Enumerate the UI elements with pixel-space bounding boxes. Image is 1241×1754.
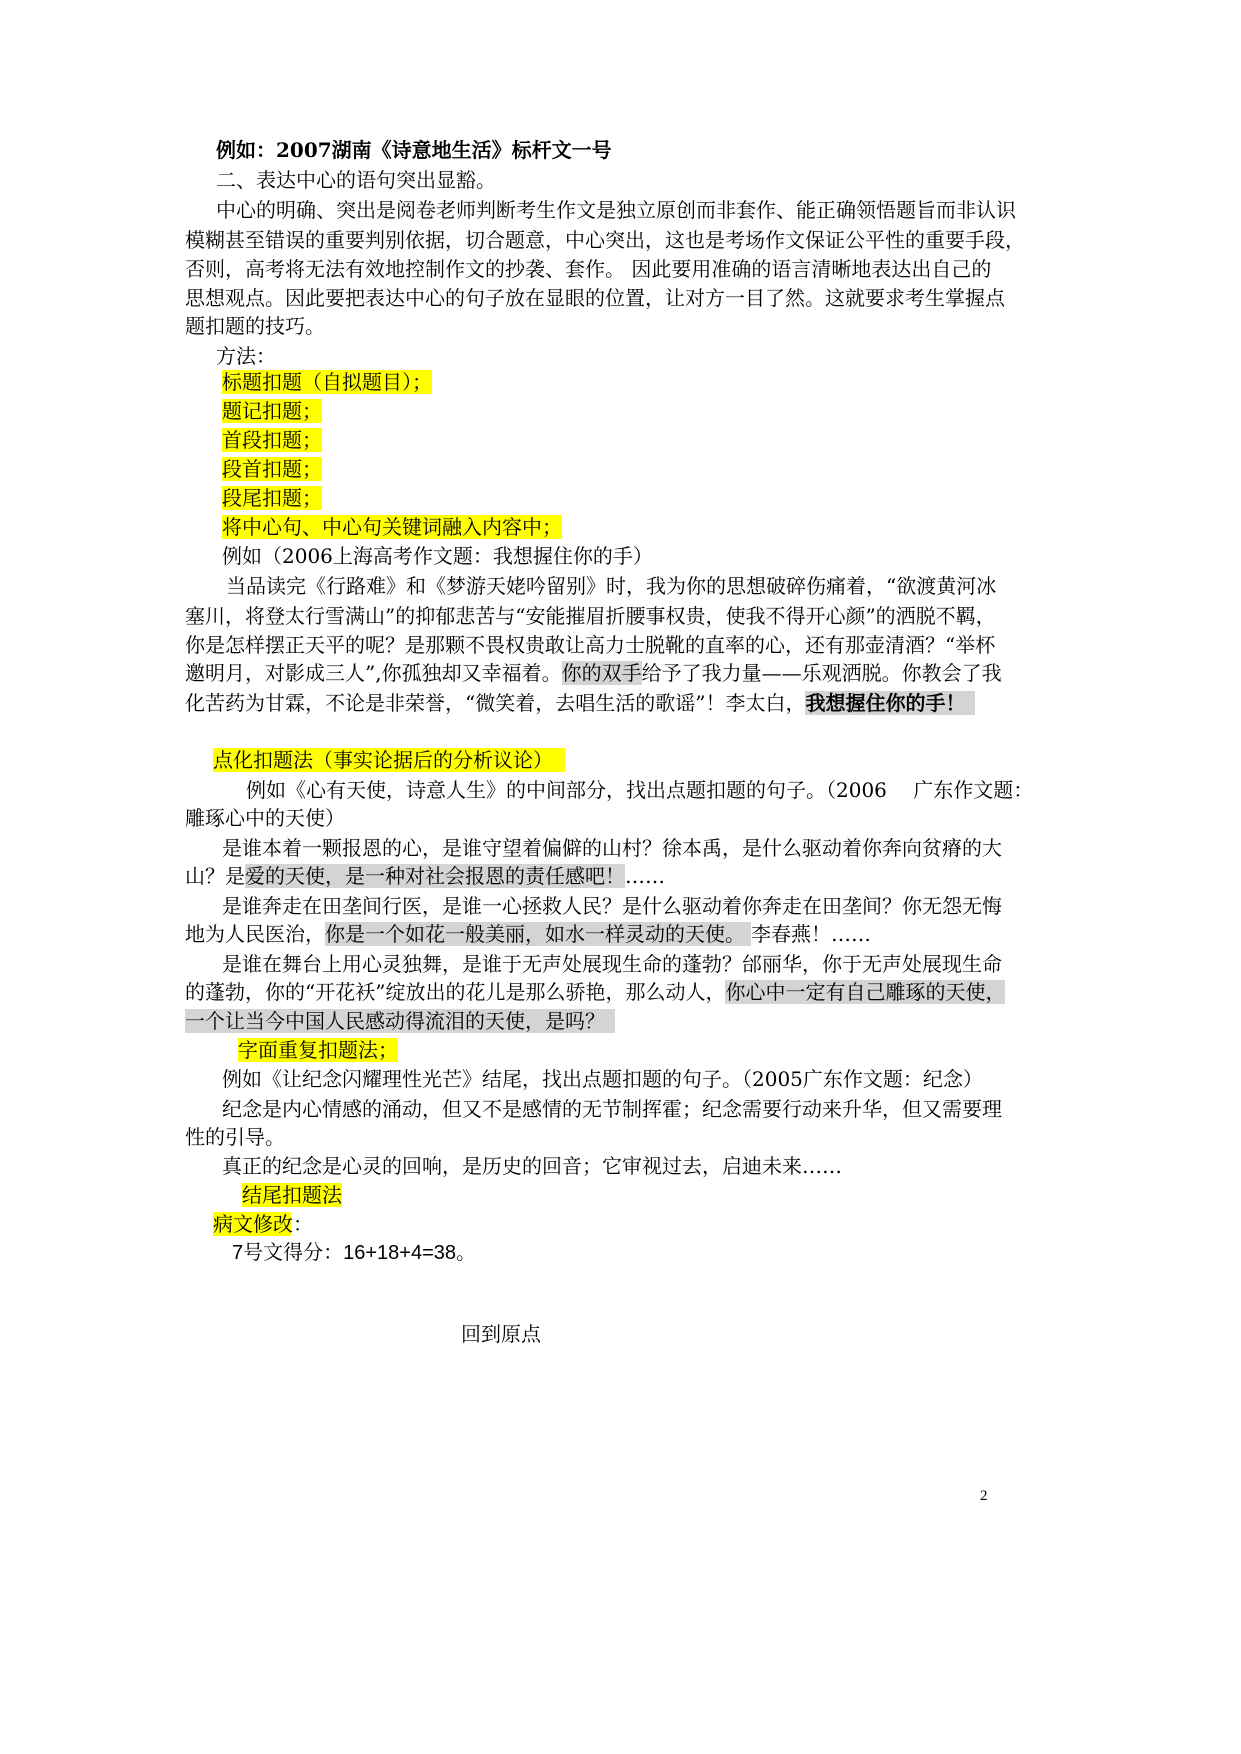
example-2006-guangdong-line-2: 雕琢心中的天使）	[185, 806, 345, 830]
method-title-item: 标题扣题（自拟题目）；	[222, 370, 432, 394]
section-2-title: 二、表达中心的语句突出显豁。	[216, 168, 496, 192]
page-number: 2	[980, 1488, 988, 1504]
method-paragraph-start-item: 段首扣题；	[222, 457, 322, 481]
method-first-paragraph-item: 首段扣题；	[222, 428, 322, 452]
para1-line-3: 否则，高考将无法有效地控制作文的抄袭、套作。 因此要用准确的语言清晰地表达出自己的	[185, 257, 992, 281]
score-line: 7号文得分：16+18+4=38。	[232, 1242, 477, 1264]
example-2006-guangdong-line-1: 例如《心有天使，诗意人生》的中间部分，找出点题扣题的句子。（2006 广东作文题：	[246, 778, 1034, 802]
xu-line-1: 是谁本着一颗报恩的心，是谁守望着偏僻的山村？徐本禹，是什么驱动着你奔向贫瘠的大	[222, 836, 1002, 860]
xu-line-2: 山？是爱的天使，是一种对社会报恩的责任感吧！……	[185, 864, 665, 888]
libai-line-1: 当品读完《行路难》和《梦游天姥吟留别》时，我为你的思想破碎伤痛着，“欲渡黄河冰	[226, 574, 997, 598]
libai-line-5: 化苦药为甘霖，不论是非荣誉，“微笑着，去唱生活的歌谣”！李太白，我想握住你的手！	[185, 688, 975, 718]
para1-line-1: 中心的明确、突出是阅卷老师判断考生作文是独立原创而非套作、能正确领悟题旨而非认识	[216, 198, 1016, 222]
li-line-1: 是谁奔走在田垄间行医，是谁一心拯救人民？是什么驱动着你奔走在田垄间？你无怨无悔	[222, 894, 1002, 918]
method-epigraph-item: 题记扣题；	[222, 399, 322, 423]
example-2005: 例如《让纪念闪耀理性光芒》结尾，找出点题扣题的句子。（2005广东作文题：纪念）	[222, 1067, 983, 1091]
li-line-2: 地为人民医治，你是一个如花一般美丽，如水一样灵动的天使。 李春燕！……	[185, 922, 871, 946]
highlight-moving-angel: 一个让当今中国人民感动得流泪的天使，是吗？	[185, 1009, 615, 1033]
para1-line-4: 思想观点。因此要把表达中心的句子放在显眼的位置，让对方一目了然。这就要求考生掌握点	[185, 286, 1005, 310]
zimian-method-title: 字面重复扣题法；	[238, 1038, 398, 1062]
para1-line-2: 模糊甚至错误的重要判别依据，切合题意，中心突出，这也是考场作文保证公平性的重要手段，	[185, 228, 1025, 252]
back-to-origin-heading: 回到原点	[461, 1322, 541, 1346]
dianhua-method-title: 点化扣题法（事实论据后的分析议论）	[213, 748, 565, 772]
para1-line-5: 题扣题的技巧。	[185, 314, 325, 338]
libai-line-2: 塞川，将登太行雪满山”的抑郁悲苦与“安能摧眉折腰事权贵，使我不得开心颜”的洒脱不羁，	[185, 604, 996, 628]
method-keywords-item: 将中心句、中心句关键词融入内容中；	[222, 515, 562, 539]
jinian-line-1: 纪念是内心情感的涌动，但又不是感情的无节制挥霍；纪念需要行动来升华，但又需要理	[222, 1097, 1002, 1121]
example-2007: 例如：2007湖南《诗意地生活》标杆文一号	[216, 138, 612, 162]
libai-line-4: 邀明月，对影成三人”,你孤独却又幸福着。你的双手给予了我力量——乐观洒脱。你教会了我	[185, 661, 1002, 685]
highlight-your-hands: 你的双手	[561, 661, 642, 685]
example-2006-shanghai: 例如（2006上海高考作文题：我想握住你的手）	[222, 544, 653, 568]
jinian-line-3: 真正的纪念是心灵的回响，是历史的回音；它审视过去，启迪未来……	[222, 1154, 842, 1178]
bingwen-title: 病文修改：	[213, 1212, 313, 1236]
tai-line-2: 的蓬勃，你的“开花袄”绽放出的花儿是那么骄艳，那么动人，你心中一定有自己雕琢的天使，	[185, 980, 1006, 1004]
libai-line-3: 你是怎样摆正天平的呢？是那颗不畏权贵敢让高力士脱靴的直率的心，还有那壶清酒？“举杯	[185, 633, 996, 657]
highlight-hold-your-hand: 我想握住你的手！	[805, 691, 975, 715]
methods-label: 方法：	[216, 344, 276, 368]
tai-line-1: 是谁在舞台上用心灵独舞，是谁于无声处展现生命的蓬勃？邰丽华，你于无声处展现生命	[222, 952, 1002, 976]
highlight-love-angel: 爱的天使，是一种对社会报恩的责任感吧！	[245, 864, 625, 888]
method-paragraph-end-item: 段尾扣题；	[222, 486, 322, 510]
jiewei-method-title: 结尾扣题法	[242, 1183, 342, 1207]
highlight-carved-angel: 你心中一定有自己雕琢的天使，	[725, 980, 1006, 1004]
jinian-line-2: 性的引导。	[185, 1125, 285, 1149]
highlight-flower-angel: 你是一个如花一般美丽，如水一样灵动的天使。	[325, 922, 751, 946]
